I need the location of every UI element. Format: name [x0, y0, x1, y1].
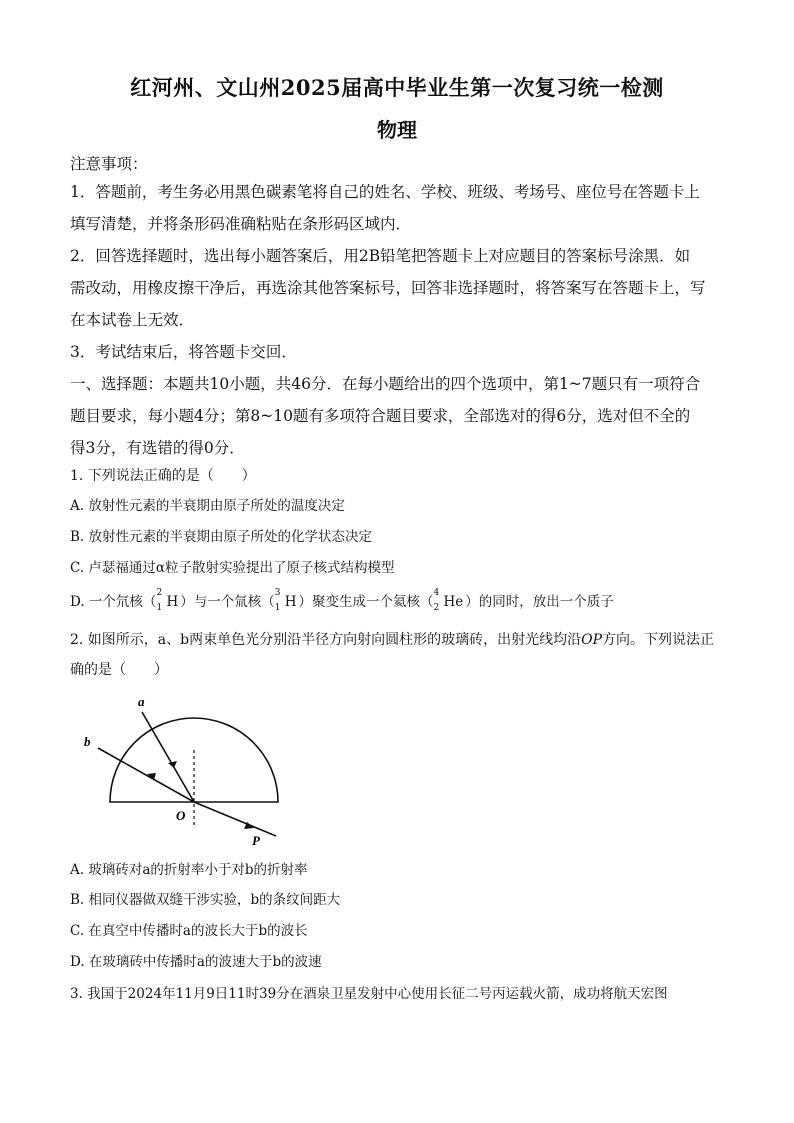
notice-item-2-line-3: 在本试卷上无效．	[70, 311, 195, 329]
label-b: b	[84, 734, 91, 749]
question-1-option-d	[70, 588, 725, 613]
question-2-stem-line-1: 2. 如图所示，a、b两束单色光分别沿半径方向射向圆柱形的玻璃砖，出射光线均沿OP方向。下列说法正	[70, 632, 715, 648]
ray-op	[194, 802, 276, 836]
section-1-line-1: 一、选择题：本题共10小题，共46分．在每小题给出的四个选项中，第1~7题只有一项符合	[70, 375, 701, 393]
option-d-text-1: D. 一个氘核（	[70, 594, 157, 610]
exam-title: 红河州、文山州2025届高中毕业生第一次复习统一检测	[130, 75, 664, 100]
question-1-option-a: A. 放射性元素的半衰期由原子所处的温度决定	[70, 498, 345, 514]
question-2-option-c: C. 在真空中传播时a的波长大于b的波长	[70, 923, 308, 939]
helium-symbol: 4 2 He	[433, 588, 464, 613]
question-2-option-b: B. 相同仪器做双缝干涉实验，b的条纹间距大	[70, 892, 341, 908]
notice-item-2-line-1: 2．回答选择题时，选出每小题答案后，用2B铅笔把答题卡上对应题目的答案标号涂黑．如	[70, 247, 691, 265]
notice-item-3: 3．考试结束后，将答题卡交回．	[70, 343, 297, 361]
label-a: a	[138, 694, 145, 709]
notice-item-1-line-1: 1．答题前，考生务必用黑色碳素笔将自己的姓名、学校、班级、考场号、座位号在答题卡上	[70, 183, 700, 201]
ray-a	[142, 712, 194, 802]
notice-heading: 注意事项：	[70, 155, 148, 173]
exam-subject: 物理	[377, 118, 417, 142]
label-p: P	[252, 833, 260, 848]
deuterium-symbol: 2 1 H	[156, 588, 179, 613]
question-2-option-d: D. 在玻璃砖中传播时a的波速大于b的波速	[70, 954, 322, 970]
question-2-stem-line-2: 确的是（ ）	[70, 662, 168, 678]
question-1-option-b: B. 放射性元素的半衰期由原子所处的化学状态决定	[70, 529, 373, 545]
question-3-stem-line-1: 3. 我国于2024年11月9日11时39分在酒泉卫星发射中心使用长征二号丙运载火箭，成功将航天宏图	[70, 986, 668, 1002]
semicircle-glass	[110, 718, 278, 802]
section-1-line-2: 题目要求，每小题4分；第8~10题有多项符合题目要求，全部选对的得6分，选对但不全的	[70, 407, 691, 425]
option-d-text-4: ）的同时，放出一个质子	[465, 594, 614, 610]
ray-a-arrow	[168, 761, 177, 768]
tritium-symbol: 3 1 H	[274, 588, 297, 613]
question-1-option-c: C. 卢瑟福通过α粒子散射实验提出了原子核式结构模型	[70, 560, 395, 576]
notice-item-2-line-2: 需改动，用橡皮擦干净后，再选涂其他答案标号，回答非选择题时，将答案写在答题卡上，写	[70, 279, 706, 297]
notice-item-1-line-2: 填写清楚，并将条形码准确粘贴在条形码区域内．	[70, 215, 412, 233]
label-o: O	[176, 808, 186, 823]
option-d-text-2: ）与一个氚核（	[180, 594, 275, 610]
ray-b	[98, 748, 194, 802]
refraction-diagram	[80, 690, 290, 850]
question-2-option-a: A. 玻璃砖对a的折射率小于对b的折射率	[70, 862, 308, 878]
question-1-stem: 1. 下列说法正确的是（ ）	[70, 468, 256, 484]
option-d-text-3: ）聚变生成一个氦核（	[298, 594, 434, 610]
op-symbol: OP	[581, 632, 603, 648]
section-1-line-3: 得3分，有选错的得0分．	[70, 439, 245, 457]
